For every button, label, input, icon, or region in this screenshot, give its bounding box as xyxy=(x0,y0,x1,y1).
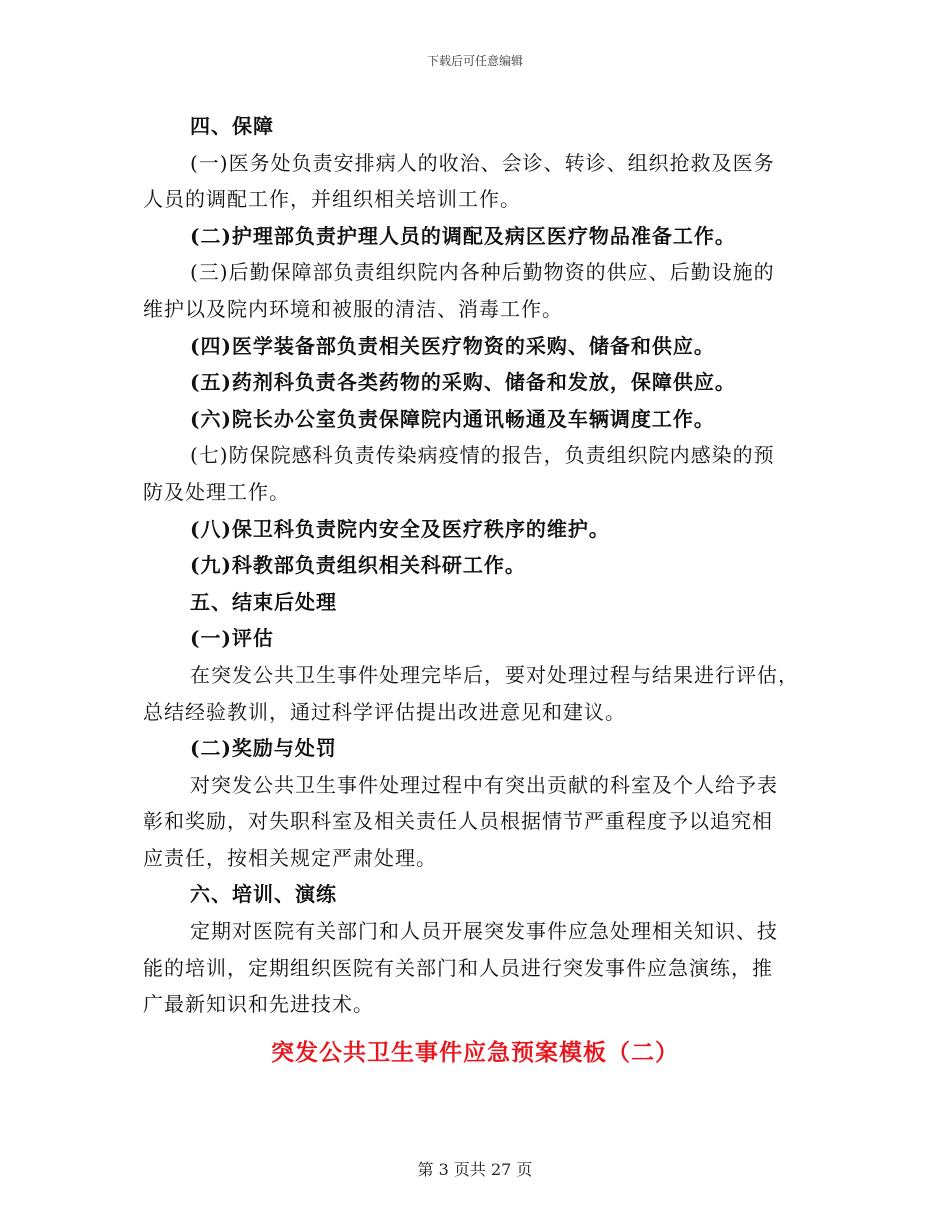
paragraph-line: (八)保卫科负责院内安全及医疗秩序的维护。 xyxy=(190,516,610,541)
subsection-heading: (二)奖励与处罚 xyxy=(190,736,337,761)
paragraph-line: (四)医学装备部负责相关医疗物资的采购、储备和供应。 xyxy=(190,333,715,358)
document-body xyxy=(143,108,807,1023)
paragraph-line: 在突发公共卫生事件处理完毕后，要对处理过程与结果进行评估， xyxy=(190,662,799,687)
section-heading-6: 六、培训、演练 xyxy=(190,882,337,907)
section-heading-4: 四、保障 xyxy=(190,114,274,138)
paragraph-line: 彰和奖励，对失职科室及相关责任人员根据情节严重程度予以追究相 xyxy=(143,809,773,834)
paragraph-line: (一)医务处负责安排病人的收治、会诊、转诊、组织抢救及医务 xyxy=(190,150,775,175)
paragraph-line: (二)护理部负责护理人员的调配及病区医疗物品准备工作。 xyxy=(190,223,736,248)
paragraph-line: 定期对医院有关部门和人员开展突发事件应急处理相关知识、技 xyxy=(190,919,778,944)
subsection-heading: (一)评估 xyxy=(190,626,274,651)
paragraph-line: (七)防保院感科负责传染病疫情的报告，负责组织院内感染的预 xyxy=(190,443,775,468)
paragraph-line: (三)后勤保障部负责组织院内各种后勤物资的供应、后勤设施的 xyxy=(190,260,775,285)
paragraph-line: 能的培训，定期组织医院有关部门和人员进行突发事件应急演练，推 xyxy=(143,955,773,980)
paragraph-line: (九)科教部负责组织相关科研工作。 xyxy=(190,553,526,578)
paragraph-line: 广最新知识和先进技术。 xyxy=(143,992,374,1017)
page-header: 下载后可任意编辑 xyxy=(426,54,523,68)
paragraph-line: 对突发公共卫生事件处理过程中有突出贡献的科室及个人给予表 xyxy=(190,772,778,797)
section-heading-5: 五、结束后处理 xyxy=(190,589,337,614)
page-footer: 第 3 页共 27 页 xyxy=(417,1160,533,1179)
paragraph-line: 人员的调配工作，并组织相关培训工作。 xyxy=(143,187,521,212)
paragraph-line: (六)院长办公室负责保障院内通讯畅通及车辆调度工作。 xyxy=(190,406,715,431)
paragraph-line: 维护以及院内环境和被服的清洁、消毒工作。 xyxy=(143,296,563,321)
paragraph-line: 总结经验教训，通过科学评估提出改进意见和建议。 xyxy=(143,699,626,724)
paragraph-line: (五)药剂科负责各类药物的采购、储备和发放，保障供应。 xyxy=(190,370,736,395)
document-title: 突发公共卫生事件应急预案模板（二） xyxy=(271,1039,679,1066)
paragraph-line: 防及处理工作。 xyxy=(143,479,290,504)
paragraph-line: 应责任，按相关规定严肃处理。 xyxy=(143,845,437,870)
